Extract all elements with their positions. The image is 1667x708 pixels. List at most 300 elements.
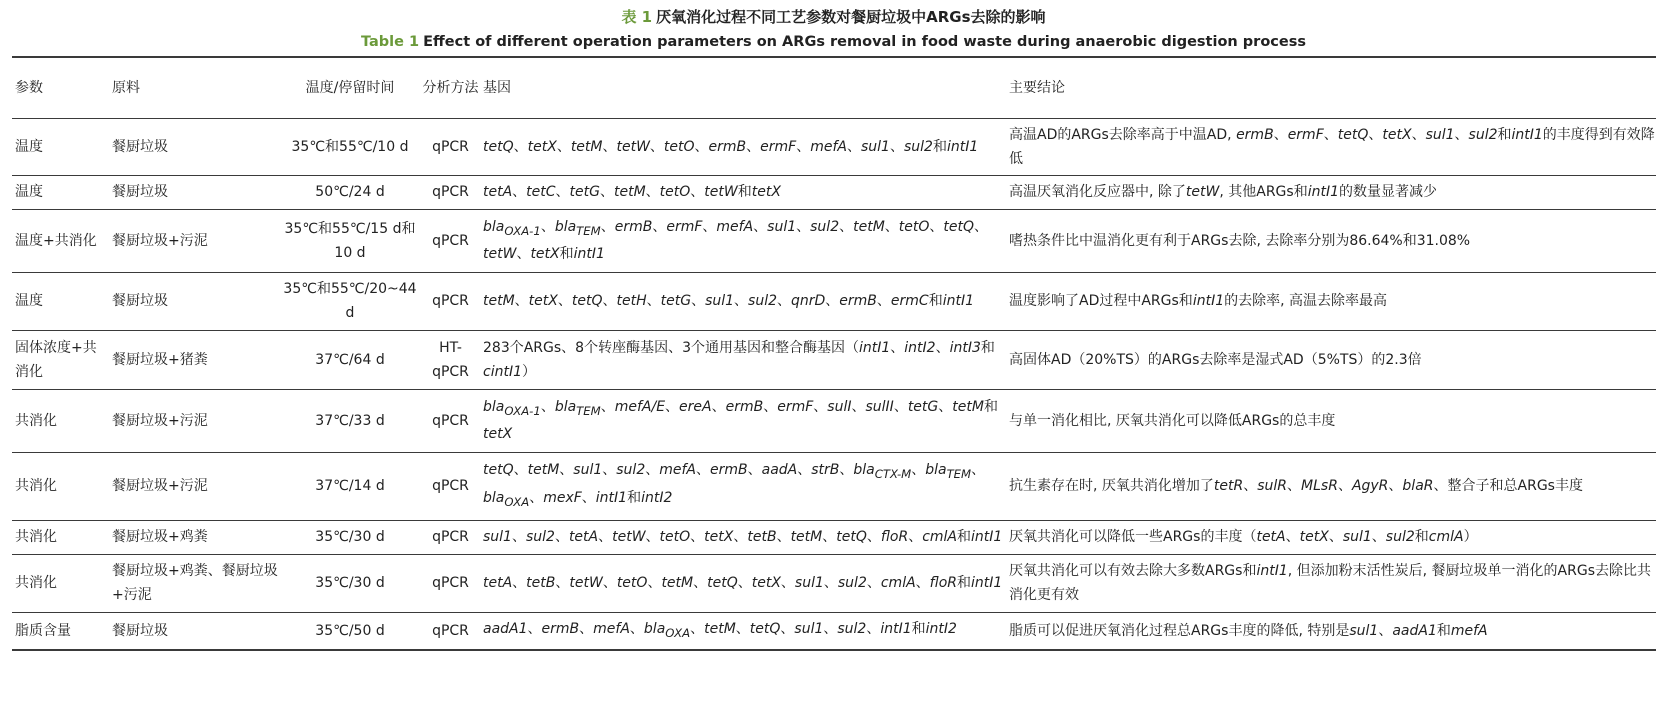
conclusion-text: 、 — [1368, 126, 1383, 143]
gene-text: ermB — [725, 398, 764, 415]
conclusion-text: 嗜热条件比中温消化更有利于ARGs去除, 去除率分别为86.64%和31.08% — [1009, 232, 1471, 249]
gene-text: sul2 — [837, 575, 867, 591]
gene-text: intI1 — [946, 138, 979, 155]
conclusion-text: sul2 — [1468, 126, 1498, 143]
gene-text: intI1 — [858, 339, 891, 356]
header-material: 原料 — [112, 79, 140, 96]
gene-text: OXA-1 — [504, 223, 541, 238]
gene-text: 283个ARGs、8个转座酶基因、3个通用基因和整合酶基因（ — [483, 339, 859, 356]
gene-text: tetQ — [571, 293, 603, 309]
gene-text: bla — [925, 462, 947, 479]
cell-param: 固体浓度+共消化 — [15, 339, 97, 380]
cell-method: qPCR — [432, 529, 469, 545]
gene-text: 、 — [652, 218, 667, 235]
conclusion-text: 、整合子和总ARGs丰度 — [1433, 478, 1583, 494]
cell-param: 温度+共消化 — [15, 232, 97, 249]
cell-conclusion — [1006, 612, 1656, 650]
gene-text: 、 — [822, 529, 837, 545]
gene-text: sul1 — [483, 529, 512, 545]
gene-text: 、 — [554, 529, 569, 545]
gene-text: 、 — [753, 218, 768, 235]
conclusion-text: tetA — [1256, 529, 1286, 545]
cell-temperature: 35℃和55℃/15 d和10 d — [284, 220, 416, 261]
table-row — [12, 209, 1656, 272]
header-genes: 基因 — [483, 79, 511, 96]
gene-text: qnrD — [791, 293, 826, 309]
table-row — [12, 389, 1656, 452]
conclusion-text: mefA — [1450, 622, 1488, 639]
table-row — [12, 612, 1656, 650]
gene-text: 和 — [983, 398, 998, 415]
gene-text: 、 — [796, 218, 811, 235]
gene-text: tetM — [952, 398, 984, 415]
header-method: 分析方法 — [422, 79, 479, 96]
gene-text: 、 — [847, 138, 861, 155]
conclusion-text: 温度影响了AD过程中ARGs和 — [1009, 293, 1193, 309]
gene-text: 和 — [957, 529, 972, 545]
conclusion-text: 、 — [1323, 126, 1338, 143]
gene-text: ermB — [614, 218, 653, 235]
gene-text: OXA — [504, 494, 530, 509]
cell-method: qPCR — [432, 575, 469, 591]
conclusion-text: 脂质可以促进厌氧消化过程总ARGs丰度的降低, 特别是 — [1009, 622, 1350, 639]
gene-text: 、 — [602, 462, 617, 479]
gene-text: 、 — [876, 293, 891, 309]
table-body — [12, 118, 1656, 650]
gene-text: sul2 — [525, 529, 555, 545]
cell-param: 温度 — [15, 293, 43, 309]
gene-text: 、 — [735, 620, 750, 637]
cell-material: 餐厨垃圾+污泥 — [112, 412, 208, 429]
gene-text: sul1 — [794, 575, 824, 591]
conclusion-text: sul2 — [1385, 529, 1415, 545]
gene-text: 、 — [581, 490, 596, 506]
gene-text: 、 — [839, 462, 854, 479]
gene-text: tetB — [526, 575, 556, 591]
gene-text: 、 — [511, 529, 526, 545]
table-row — [12, 272, 1656, 330]
cell-material: 餐厨垃圾+鸡粪、餐厨垃圾+污泥 — [112, 563, 278, 603]
cell-genes — [480, 612, 1006, 650]
gene-text: 、 — [780, 575, 795, 591]
gene-text: 、 — [893, 398, 908, 415]
cell-temperature: 37℃/33 d — [315, 412, 385, 429]
gene-text: ermB — [708, 138, 747, 155]
gene-text: 、 — [513, 138, 528, 155]
gene-text: 、 — [555, 184, 570, 200]
gene-text: 、 — [512, 575, 527, 591]
gene-text: ermF — [777, 398, 814, 415]
cell-conclusion — [1006, 175, 1656, 209]
conclusion-text: sulR — [1257, 478, 1288, 494]
gene-text: tetQ — [749, 620, 781, 637]
gene-text: 、 — [600, 184, 614, 200]
cell-temperature: 35℃/30 d — [315, 575, 385, 591]
gene-text: 和 — [627, 490, 642, 506]
cell-conclusion — [1006, 330, 1656, 389]
cell-genes — [480, 118, 1006, 175]
gene-text: 、 — [851, 398, 866, 415]
gene-text: sul2 — [810, 218, 840, 235]
cell-material: 餐厨垃圾+鸡粪 — [112, 529, 208, 545]
cell-temperature: 35℃和55℃/20~44 d — [283, 281, 417, 321]
gene-text: tetW — [704, 184, 738, 200]
gene-text: 、 — [647, 575, 662, 591]
gene-text: 、 — [929, 218, 944, 235]
gene-text: 、 — [866, 529, 881, 545]
conclusion-text: 、 — [1411, 126, 1426, 143]
cell-genes — [480, 554, 1006, 612]
gene-text: tetM — [527, 462, 560, 479]
gene-text: 和 — [932, 138, 947, 155]
gene-text: 、 — [555, 575, 570, 591]
cell-genes — [480, 330, 1006, 389]
gene-text: intI2 — [641, 490, 673, 506]
gene-text: 、 — [737, 575, 752, 591]
gene-text: CTX-M — [874, 467, 912, 481]
cell-conclusion — [1006, 520, 1656, 554]
gene-text: tetM — [614, 184, 646, 200]
gene-text: 、 — [556, 138, 571, 155]
conclusion-text: ermB — [1236, 126, 1274, 143]
cell-temperature: 50℃/24 d — [315, 184, 385, 200]
cell-method: qPCR — [432, 412, 469, 429]
gene-text: ermB — [541, 620, 580, 637]
gene-text: tetX — [704, 529, 734, 545]
cell-param: 温度 — [15, 184, 43, 200]
gene-text: 、 — [600, 398, 615, 415]
cell-method: HT-qPCR — [432, 339, 469, 380]
gene-text: mefA — [716, 218, 754, 235]
gene-text: 、 — [915, 575, 930, 591]
gene-text: sul1 — [767, 218, 797, 235]
gene-text: aadA — [761, 462, 798, 479]
parameters-table — [12, 56, 1656, 651]
gene-text: 、 — [600, 218, 615, 235]
gene-text: 、 — [971, 462, 986, 479]
gene-text: intI1 — [573, 246, 605, 263]
gene-text: 、 — [866, 620, 881, 637]
gene-text: 、 — [557, 293, 572, 309]
conclusion-text: MLsR — [1301, 478, 1338, 494]
gene-text: sul2 — [837, 620, 867, 637]
gene-text: ermF — [666, 218, 703, 235]
conclusion-text: 高温AD的ARGs去除率高于中温AD, — [1009, 126, 1237, 143]
conclusion-text: AgyR — [1351, 478, 1389, 494]
gene-text: sul2 — [748, 293, 777, 309]
gene-text: tetQ — [483, 138, 514, 155]
gene-text: tetW — [569, 575, 603, 591]
gene-text: sul2 — [903, 138, 933, 155]
conclusion-text: tetR — [1213, 478, 1244, 494]
gene-text: tetQ — [483, 462, 514, 479]
gene-text: 、 — [776, 529, 791, 545]
gene-text: bla — [483, 490, 505, 506]
gene-text: ） — [522, 363, 536, 380]
cell-temperature: 35℃/30 d — [315, 529, 385, 545]
cell-material: 餐厨垃圾+污泥 — [112, 478, 208, 494]
gene-text: 、 — [598, 529, 613, 545]
cell-temperature: 35℃和55℃/10 d — [291, 138, 409, 155]
cell-method: qPCR — [432, 293, 469, 309]
cell-param: 共消化 — [15, 412, 57, 429]
cell-param: 共消化 — [15, 575, 57, 591]
gene-text: 、 — [974, 218, 989, 235]
conclusion-text: ermF — [1287, 126, 1324, 143]
gene-text: 、 — [540, 398, 555, 415]
cell-param: 共消化 — [15, 478, 57, 494]
conclusion-text: 和 — [1414, 529, 1429, 545]
gene-text: 、 — [823, 620, 838, 637]
conclusion-text: , 但添加粉末活性炭后, 餐厨垃圾单一消化的ARGs去除比共消化更有效 — [1009, 563, 1651, 603]
conclusion-text: 厌氧共消化可以有效去除大多数ARGs和 — [1009, 563, 1257, 579]
gene-text: tetG — [660, 293, 692, 309]
gene-text: bla — [483, 218, 505, 235]
gene-text: 、 — [540, 218, 555, 235]
gene-text: tetG — [907, 398, 939, 415]
cell-conclusion — [1006, 452, 1656, 520]
gene-text: tetH — [616, 293, 647, 309]
cell-method: qPCR — [432, 138, 469, 155]
gene-text: TEM — [576, 223, 601, 238]
cell-genes — [480, 175, 1006, 209]
gene-text: 、 — [665, 398, 680, 415]
gene-text: bla — [554, 398, 577, 415]
gene-text: tetX — [528, 293, 558, 309]
conclusion-text: 、 — [1285, 529, 1300, 545]
gene-text: cintI1 — [483, 363, 522, 380]
gene-text: 、 — [747, 462, 762, 479]
gene-text: 、 — [645, 462, 660, 479]
conclusion-text: 、 — [1337, 478, 1352, 494]
cell-param: 脂质含量 — [15, 622, 71, 639]
gene-text: 、 — [691, 293, 706, 309]
gene-text: 、 — [629, 620, 644, 637]
cell-temperature: 35℃/50 d — [315, 622, 385, 639]
conclusion-text: 与单一消化相比, 厌氧共消化可以降低ARGs的总丰度 — [1009, 412, 1336, 429]
gene-text: 、 — [693, 575, 708, 591]
gene-text: 、 — [513, 462, 528, 479]
cell-conclusion — [1006, 272, 1656, 330]
header-param: 参数 — [15, 79, 43, 96]
table-label-cn: 表 1 — [621, 8, 653, 26]
gene-text: tetO — [659, 184, 691, 200]
gene-text: sul1 — [705, 293, 735, 309]
cell-param: 共消化 — [15, 529, 57, 545]
gene-text: 、 — [733, 529, 748, 545]
gene-text: tetQ — [836, 529, 867, 545]
gene-text: 、 — [649, 138, 664, 155]
gene-text: 、 — [911, 462, 926, 479]
gene-text: tetW — [483, 246, 517, 263]
gene-text: cmlA — [922, 529, 958, 545]
conclusion-text: 、 — [1371, 529, 1386, 545]
cell-material: 餐厨垃圾 — [112, 622, 168, 639]
gene-text: 、 — [889, 138, 904, 155]
gene-text: floR — [929, 575, 958, 591]
cell-conclusion — [1006, 554, 1656, 612]
cell-material: 餐厨垃圾+猪粪 — [112, 351, 208, 368]
gene-text: ermB — [710, 462, 748, 479]
cell-material: 餐厨垃圾 — [112, 184, 168, 200]
gene-text: 、 — [579, 620, 594, 637]
conclusion-text: 、 — [1287, 478, 1302, 494]
conclusion-text: sul1 — [1349, 622, 1379, 639]
table-title-en: Effect of different operation parameters on ARGs removal in food waste during anaerobic digestion process — [423, 34, 1306, 50]
gene-text: 和 — [957, 575, 972, 591]
gene-text: tetO — [898, 218, 930, 235]
conclusion-text: 的去除率, 高温去除率最高 — [1224, 293, 1388, 309]
gene-text: tetO — [659, 529, 691, 545]
gene-text: tetC — [526, 184, 556, 200]
gene-text: tetA — [483, 184, 513, 200]
gene-text: 、 — [602, 575, 617, 591]
conclusion-text: tetX — [1382, 126, 1412, 143]
table-row — [12, 330, 1656, 389]
gene-text: mexF — [543, 490, 582, 506]
gene-text: 、 — [602, 293, 617, 309]
cell-material: 餐厨垃圾 — [112, 293, 168, 309]
conclusion-text: intI1 — [1256, 563, 1288, 579]
gene-text: sul1 — [573, 462, 603, 479]
gene-text: 和 — [737, 184, 752, 200]
conclusion-text: 和 — [1436, 622, 1451, 639]
gene-text: 、 — [866, 575, 881, 591]
gene-text: tetM — [790, 529, 823, 545]
conclusion-text: 、 — [1273, 126, 1288, 143]
gene-text: 、 — [516, 246, 531, 263]
gene-text: 和 — [559, 246, 574, 263]
conclusion-text: sul1 — [1425, 126, 1455, 143]
table-header-row — [12, 57, 1656, 118]
cell-genes — [480, 520, 1006, 554]
cell-conclusion — [1006, 209, 1656, 272]
gene-text: tetW — [616, 138, 650, 155]
gene-text: 、 — [797, 462, 812, 479]
gene-text: 和 — [928, 293, 943, 309]
gene-text: 、 — [763, 398, 778, 415]
gene-text: 、 — [823, 575, 838, 591]
gene-text: OXA — [665, 625, 691, 640]
cell-genes — [480, 452, 1006, 520]
table-caption-cn — [0, 6, 1667, 27]
gene-text: 、 — [884, 218, 899, 235]
gene-text: tetA — [483, 575, 513, 591]
gene-text: 、 — [938, 398, 953, 415]
gene-text: mefA/E — [614, 398, 666, 415]
conclusion-text: 厌氧共消化可以降低一些ARGs的丰度（ — [1009, 529, 1257, 545]
gene-text: 、 — [908, 529, 923, 545]
cell-material: 餐厨垃圾 — [112, 138, 168, 155]
conclusion-text: 的丰度得到有效降低 — [1009, 126, 1655, 167]
cell-temperature: 37℃/14 d — [315, 478, 385, 494]
gene-text: sul2 — [616, 462, 646, 479]
cell-method: qPCR — [432, 622, 469, 639]
gene-text: sul1 — [794, 620, 824, 637]
gene-text: 、 — [935, 339, 950, 356]
conclusion-text: 、 — [1243, 478, 1258, 494]
gene-text: tetX — [530, 246, 560, 263]
gene-text: mefA — [659, 462, 696, 479]
conclusion-text: 、 — [1328, 529, 1343, 545]
gene-text: 、 — [696, 462, 710, 479]
gene-text: intI2 — [904, 339, 936, 356]
conclusion-text: , 其他ARGs和 — [1219, 184, 1308, 200]
table-row — [12, 118, 1656, 175]
gene-text: tetM — [853, 218, 885, 235]
gene-text: tetQ — [943, 218, 975, 235]
gene-text: 、 — [796, 138, 811, 155]
table-label-en: Table 1 — [361, 34, 420, 50]
gene-text: 、 — [813, 398, 828, 415]
conclusion-text: 、 — [1388, 478, 1403, 494]
gene-text: bla — [554, 218, 577, 235]
gene-text: tetB — [747, 529, 777, 545]
gene-text: mefA — [593, 620, 630, 637]
gene-text: tetM — [483, 293, 515, 309]
conclusion-text: blaR — [1402, 478, 1434, 494]
gene-text: intI1 — [880, 620, 912, 637]
conclusion-text: intI1 — [1511, 126, 1543, 143]
gene-text: tetQ — [707, 575, 738, 591]
gene-text: 、 — [690, 529, 705, 545]
table-row — [12, 175, 1656, 209]
gene-text: ereA — [679, 398, 712, 415]
gene-text: ermC — [890, 293, 929, 309]
gene-text: aadA1 — [483, 620, 528, 637]
conclusion-text: intI1 — [1307, 184, 1339, 200]
gene-text: 、 — [825, 293, 840, 309]
table-caption-en — [0, 34, 1667, 50]
gene-text: tetW — [612, 529, 646, 545]
gene-text: tetM — [704, 620, 736, 637]
gene-text: 和 — [911, 620, 926, 637]
gene-text: 、 — [527, 620, 542, 637]
gene-text: TEM — [576, 403, 601, 418]
conclusion-text: tetQ — [1337, 126, 1369, 143]
conclusion-text: tetX — [1299, 529, 1329, 545]
gene-text: strB — [811, 462, 840, 479]
gene-text: intI1 — [942, 293, 975, 309]
gene-text: mefA — [810, 138, 847, 155]
gene-text: 、 — [646, 293, 661, 309]
gene-text: sul1 — [861, 138, 890, 155]
conclusion-text: 的数量显著减少 — [1339, 184, 1437, 200]
cell-method: qPCR — [432, 232, 469, 249]
gene-text: tetO — [663, 138, 695, 155]
conclusion-text: 高固体AD（20%TS）的ARGs去除率是湿式AD（5%TS）的2.3倍 — [1009, 351, 1422, 368]
gene-text: ermB — [839, 293, 877, 309]
cell-genes — [480, 209, 1006, 272]
gene-text: bla — [483, 398, 505, 415]
gene-text: ermF — [760, 138, 797, 155]
gene-text: intI1 — [971, 529, 1003, 545]
gene-text: bla — [853, 462, 875, 479]
gene-text: 、 — [602, 138, 617, 155]
gene-text: sulII — [865, 398, 894, 415]
gene-text: tetX — [483, 426, 513, 443]
header-temperature: 温度/停留时间 — [305, 79, 395, 96]
gene-text: 、 — [690, 184, 705, 200]
gene-text: 、 — [514, 293, 529, 309]
table-title-cn: 厌氧消化过程不同工艺参数对餐厨垃圾中ARGs去除的影响 — [656, 8, 1046, 26]
gene-text: 、 — [780, 620, 795, 637]
gene-text: bla — [643, 620, 666, 637]
cell-material: 餐厨垃圾+污泥 — [112, 232, 208, 249]
gene-text: 、 — [890, 339, 905, 356]
gene-text: tetA — [568, 529, 599, 545]
cell-temperature: 37℃/64 d — [315, 351, 385, 368]
